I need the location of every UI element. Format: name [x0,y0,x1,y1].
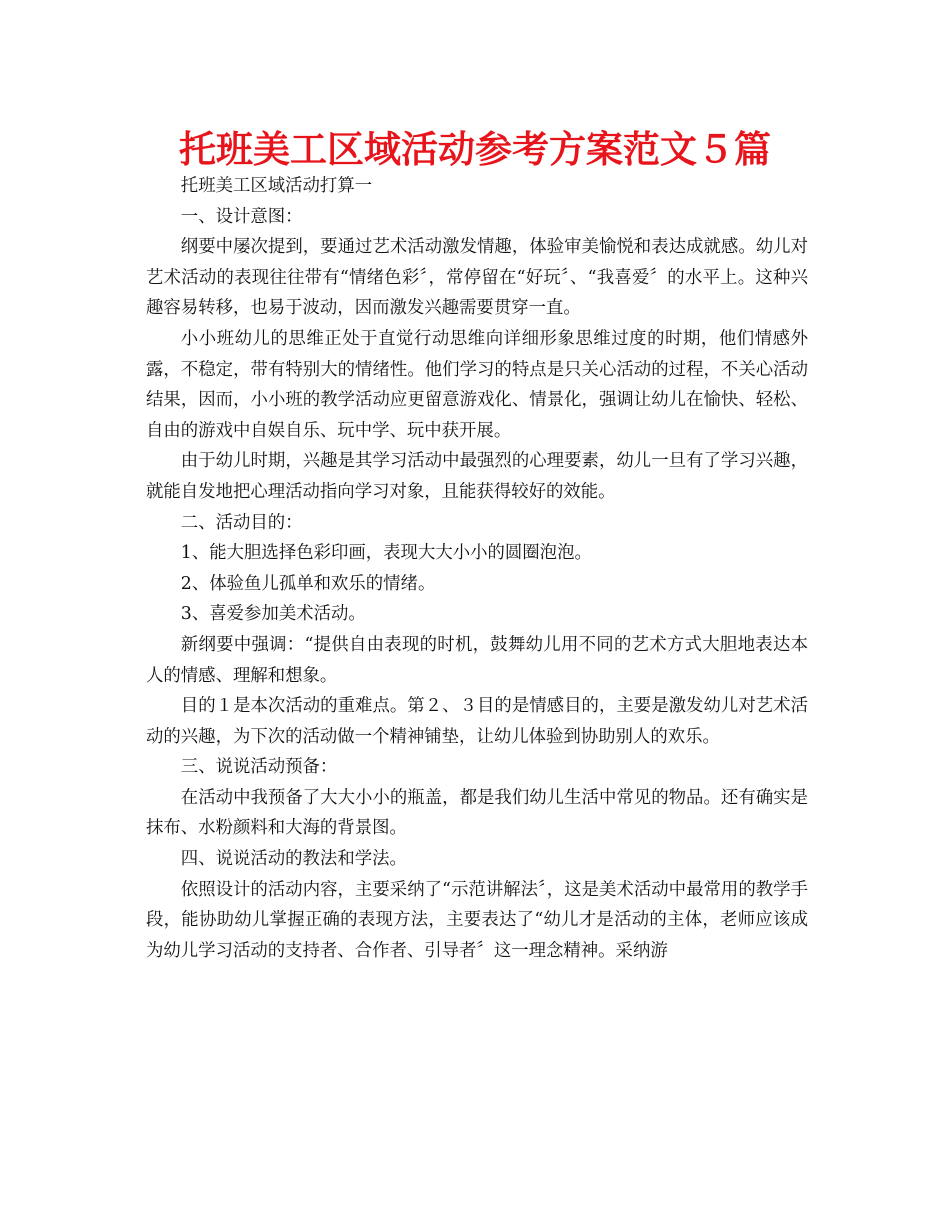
section-heading: 托班美工区域活动打算一 [180,176,373,196]
paragraph: 新纲要中强调：“提供自由表现的时机，鼓舞幼儿用不同的艺术方式大胆地表达本人的情感、理解和想象。 [146,634,808,686]
section-heading: 三、说说活动预备： [180,757,338,778]
paragraph: 在活动中我预备了大大小小的瓶盖，都是我们幼儿生活中常见的物品。还有确实是抹布、水粉颜料和大海的背景图。 [146,787,808,839]
document-body [146,171,808,966]
document-title: 托班美工区域活动参考方案范文５篇 [179,128,771,171]
paragraph: 目的１是本次活动的重难点。第２、３目的是情感目的，主要是激发幼儿对艺术活动的兴趣，为下次的活动做一个精神铺垫，让幼儿体验到协助别人的欢乐。 [146,696,808,747]
list-item: 1、能大胆选择色彩印画，表现大大小小的圆圈泡泡。 [180,543,592,564]
list-item: 3、喜爱参加美术活动。 [180,604,366,625]
section-heading: 四、说说活动的教法和学法。 [180,849,407,870]
paragraph: 小小班幼儿的思维正处于直觉行动思维向详细形象思维过度的时期，他们情感外露，不稳定，带有特别大的情绪性。他们学习的特点是只关心活动的过程，不关心活动结果，因而，小小班的教学活动应更留意游戏化、情景化，强调让幼儿在愉快、轻松、自由的游戏中自娱自乐、玩中学、玩中获开展。 [146,328,808,441]
paragraph: 由于幼儿时期，兴趣是其学习活动中最强烈的心理要素，幼儿一旦有了学习兴趣，就能自发地把心理活动指向学习对象，且能获得较好的效能。 [146,451,808,502]
section-heading: 一、设计意图： [180,206,303,227]
paragraph: 纲要中屡次提到，要通过艺术活动激发情趣，体验审美愉悦和表达成就感。幼儿对艺术活动的表现往往带有“情绪色彩〞，常停留在“好玩〞、“我喜爱〞的水平上。这种兴趣容易转移，也易于波动，因而激发兴趣需要贯穿一直。 [146,237,808,319]
list-item: 2、体验鱼儿孤单和欢乐的情绪。 [180,573,436,594]
paragraph: 依照设计的活动内容，主要采纳了“示范讲解法〞，这是美术活动中最常用的教学手段，能协助幼儿掌握正确的表现方法，主要表达了“幼儿才是活动的主体，老师应该成为幼儿学习活动的支持者、合作者、引导者〞这一理念精神。采纳游 [146,879,808,961]
section-heading: 二、活动目的： [180,512,303,533]
